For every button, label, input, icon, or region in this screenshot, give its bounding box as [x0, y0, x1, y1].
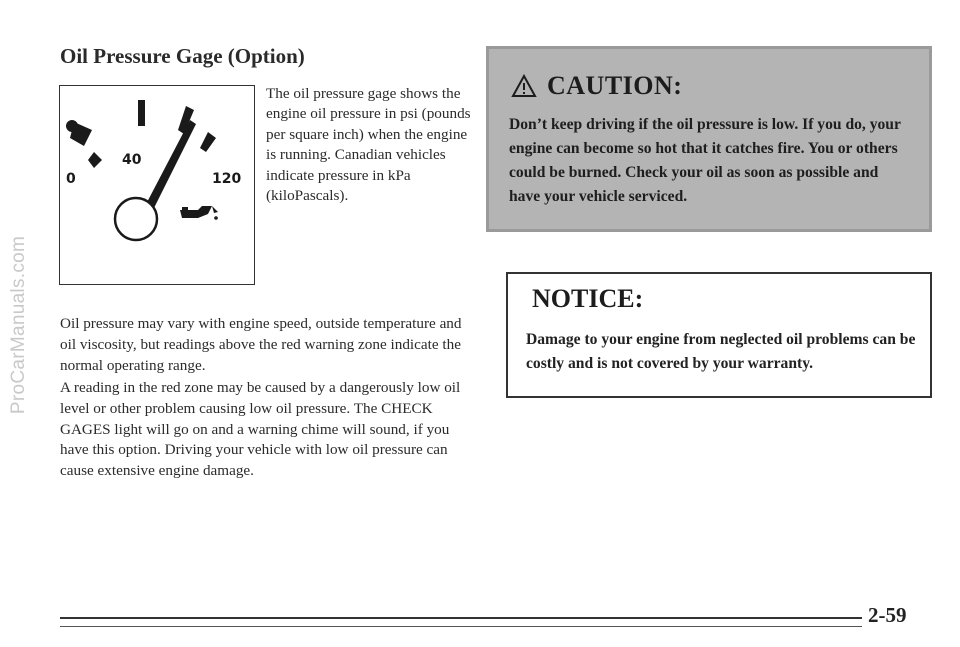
gauge-label-min: 0 [66, 171, 76, 187]
watermark [2, 135, 36, 515]
red-zone-dot [66, 120, 78, 132]
oil-can-icon [180, 206, 218, 220]
notice-box [506, 272, 932, 398]
watermark-text: ProCarManuals.com [8, 235, 29, 415]
paragraph-red-zone: A reading in the red zone may be caused by a dangerously low oil level or other problem causing low oil pressure. The CHECK GAGES light will go on and a warning chime will sound, if you have this option. Driving your vehicle with low oil pressure can cause extensive engine damage. [60, 379, 461, 480]
gauge-label-max: 120 [212, 171, 242, 187]
section-title: Oil Pressure Gage (Option) [60, 44, 305, 68]
gauge-tick-far-right [200, 132, 216, 152]
notice-text: Damage to your engine from neglected oil problems can be costly and is not covered by your warranty. [526, 331, 916, 372]
gauge-tick-top [138, 100, 145, 126]
warning-triangle-icon [511, 74, 537, 98]
caution-heading [511, 71, 682, 101]
oil-pressure-gauge-illustration [59, 85, 255, 285]
caution-text: Don’t keep driving if the oil pressure is low. If you do, your engine can become so hot that it catches fire. You or others could be burned. Check your oil as soon as possible and have your vehicle serviced. [509, 116, 901, 205]
caution-box [486, 46, 932, 232]
gauge-description: The oil pressure gage shows the engine oil pressure in psi (pounds per square inch) when the engine is running. Canadian vehicles indicate pressure in kPa (kiloPascals). [266, 85, 471, 205]
gauge-needle [144, 120, 196, 212]
caution-title: CAUTION: [547, 71, 683, 100]
paragraph-pressure-range: Oil pressure may vary with engine speed, outside temperature and oil viscosity, but readings above the red warning zone indicate the normal operating range. [60, 315, 462, 374]
notice-title: NOTICE: [532, 284, 644, 313]
gauge-label-mid: 40 [122, 152, 142, 168]
gauge-hub [115, 198, 157, 240]
page-number: 2-59 [868, 603, 907, 627]
gauge-tick-left [88, 152, 102, 168]
footer-rule [60, 617, 862, 619]
footer-rule-thin [60, 626, 862, 627]
oil-pressure-gauge-icon [60, 86, 256, 286]
